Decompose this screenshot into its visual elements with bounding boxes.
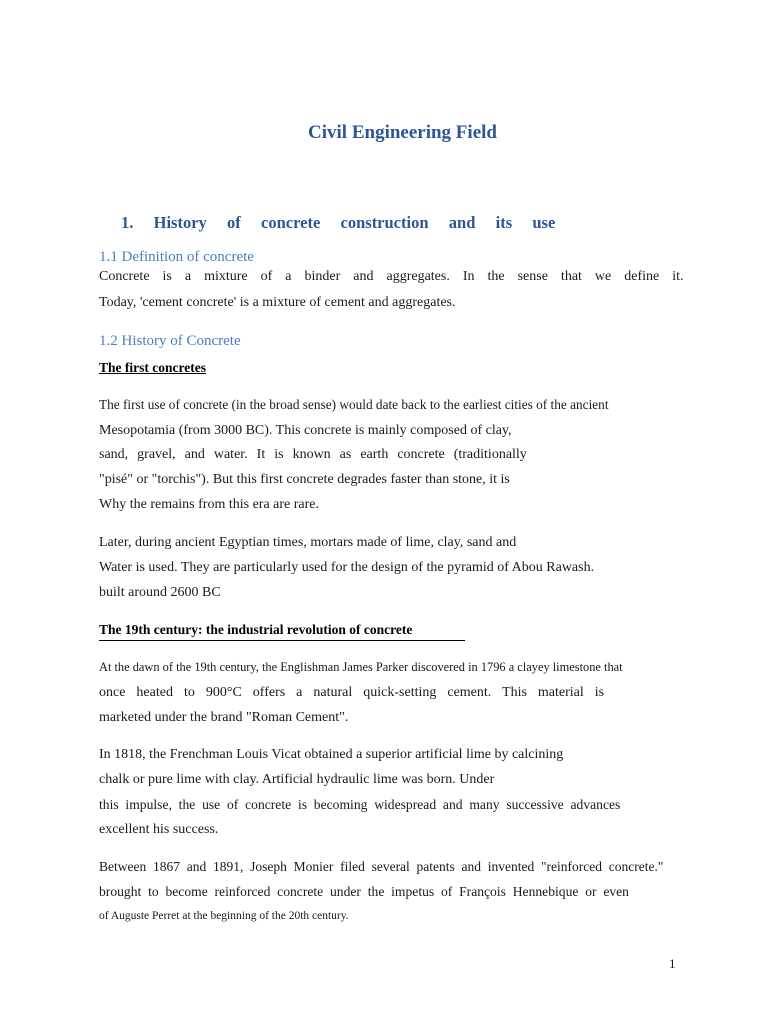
- paragraph-line: In 1818, the Frenchman Louis Vicat obtained a superior artificial lime by calcining: [99, 747, 564, 762]
- page-number: 1: [669, 956, 676, 971]
- heading-first-concretes: The first concretes: [99, 360, 206, 375]
- paragraph-line: Concrete is a mixture of a binder and aggregates. In the sense that we define it.: [99, 269, 684, 284]
- heading-19th-century: The 19th century: the industrial revolution of concrete: [99, 622, 413, 637]
- paragraph-line: Later, during ancient Egyptian times, mortars made of lime, clay, sand and: [99, 535, 517, 550]
- paragraph-line: excellent his success.: [99, 822, 219, 837]
- subsection-heading-1-2: 1.2 History of Concrete: [99, 333, 241, 349]
- paragraph-line: Why the remains from this era are rare.: [99, 497, 320, 512]
- paragraph-line: sand, gravel, and water. It is known as earth concrete (traditionally: [99, 447, 527, 462]
- paragraph-line: once heated to 900°C offers a natural quick-setting cement. This material is: [99, 685, 605, 700]
- paragraph-line: of Auguste Perret at the beginning of the 20th century.: [99, 910, 349, 922]
- paragraph-line: brought to become reinforced concrete under the impetus of François Hennebique or even: [99, 884, 629, 899]
- subsection-heading-1-1: 1.1 Definition of concrete: [99, 249, 254, 265]
- paragraph-line: Water is used. They are particularly used for the design of the pyramid of Abou Rawash.: [99, 560, 595, 575]
- heading-underline: [99, 640, 465, 641]
- paragraph-line: The first use of concrete (in the broad sense) would date back to the earliest cities of the ancient: [99, 397, 609, 412]
- section-heading-1: 1. History of concrete construction and its use: [121, 213, 556, 232]
- paragraph-line: marketed under the brand "Roman Cement".: [99, 710, 349, 725]
- page-title: Civil Engineering Field: [308, 122, 497, 143]
- paragraph-line: "pisé" or "torchis"). But this first concrete degrades faster than stone, it is: [99, 472, 510, 487]
- paragraph-line: Between 1867 and 1891, Joseph Monier filed several patents and invented "reinforced concrete.": [99, 859, 664, 874]
- paragraph-line: this impulse, the use of concrete is becoming widespread and many successive advances: [99, 797, 621, 812]
- paragraph-line: Mesopotamia (from 3000 BC). This concrete is mainly composed of clay,: [99, 423, 512, 438]
- paragraph-line: Today, 'cement concrete' is a mixture of cement and aggregates.: [99, 295, 456, 310]
- paragraph-line: chalk or pure lime with clay. Artificial hydraulic lime was born. Under: [99, 772, 495, 787]
- paragraph-line: At the dawn of the 19th century, the Englishman James Parker discovered in 1796 a clayey limestone that: [99, 660, 623, 674]
- paragraph-line: built around 2600 BC: [99, 585, 221, 600]
